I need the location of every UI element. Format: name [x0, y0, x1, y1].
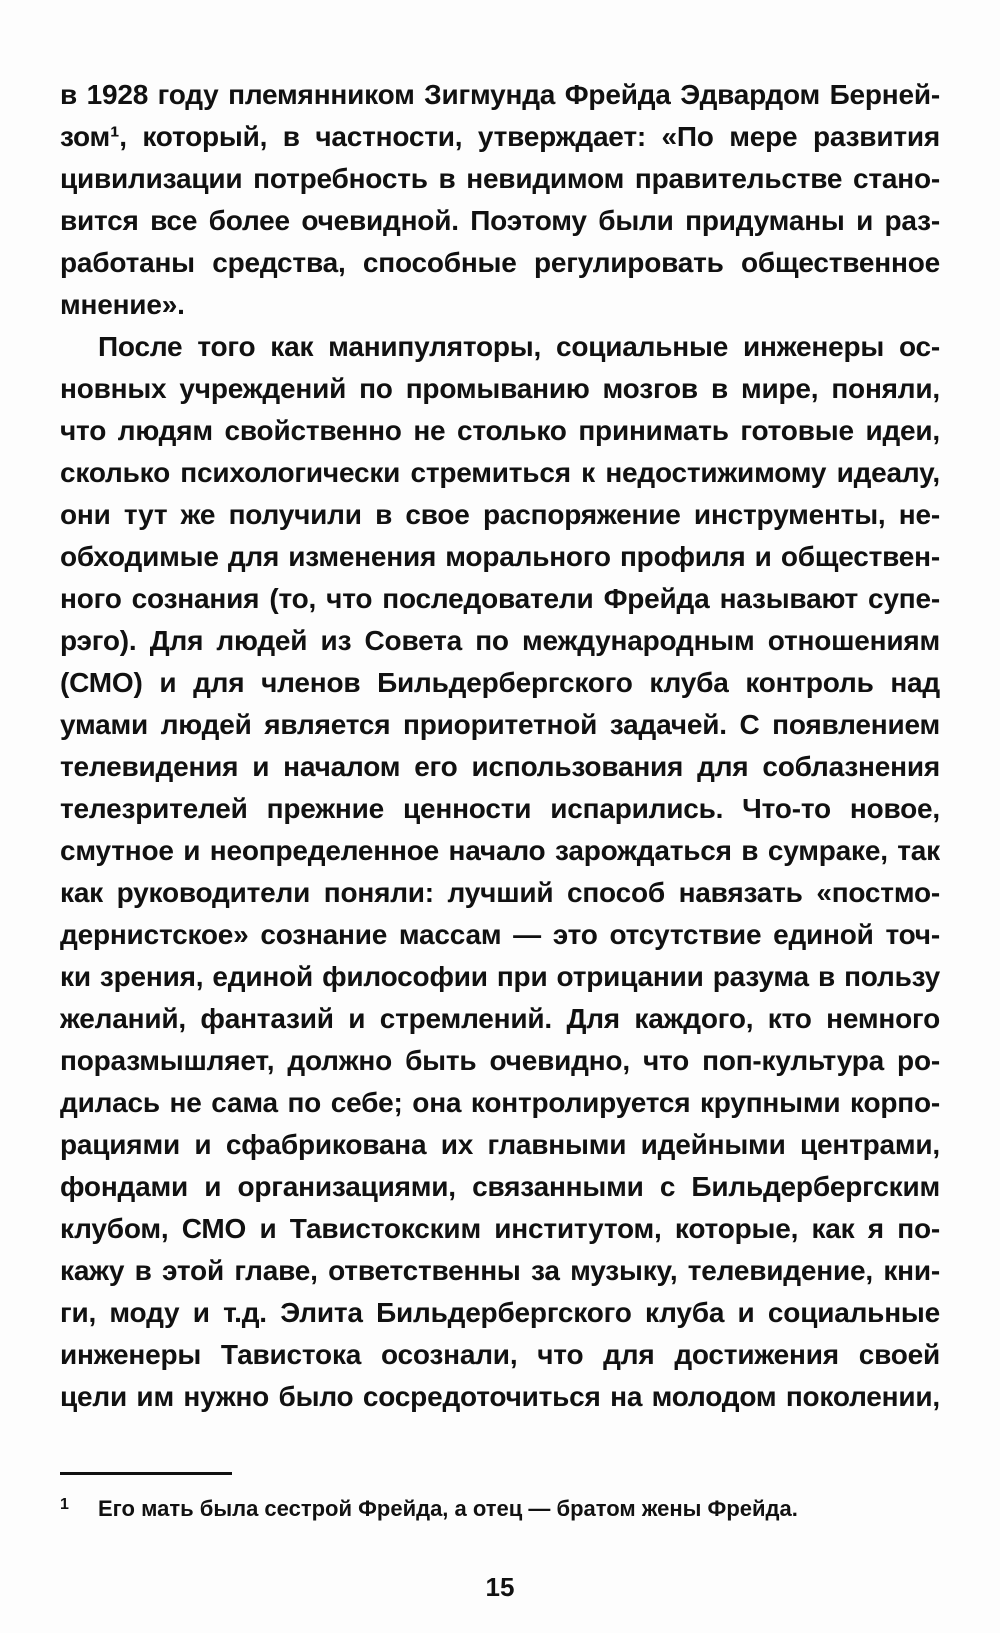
text-line: После того как манипуляторы, социальные инженеры ос-	[98, 331, 940, 362]
footnote	[60, 1494, 940, 1524]
text-line: (СМО) и для членов Бильдербергского клуба контроль над	[60, 667, 940, 698]
text-line: дилась не сама по себе; она контролируется крупными корпо-	[60, 1087, 940, 1118]
text-line: как руководители поняли: лучший способ навязать «постмо-	[60, 877, 940, 908]
text-line: в 1928 году племянником Зигмунда Фрейда Эдвардом Берней-	[60, 79, 940, 110]
text-line: ги, моду и т.д. Элита Бильдербергского клуба и социальные	[60, 1297, 940, 1328]
text-line: ного сознания (то, что последователи Фрейда называют супе-	[60, 583, 940, 614]
text-line: фондами и организациями, связанными с Бильдербергским	[60, 1171, 940, 1202]
text-line: цивилизации потребность в невидимом правительстве стано-	[60, 163, 940, 194]
footnote-text: Его мать была сестрой Фрейда, а отец — братом жены Фрейда.	[98, 1496, 798, 1521]
text-line: цели им нужно было сосредоточиться на молодом поколении,	[60, 1381, 940, 1412]
text-line: кажу в этой главе, ответственны за музыку, телевидение, кни-	[60, 1255, 940, 1286]
footnote-divider	[60, 1472, 232, 1475]
text-line: что людям свойственно не столько принимать готовые идеи,	[60, 415, 940, 446]
text-line: смутное и неопределенное начало зарождаться в сумраке, так	[60, 835, 940, 866]
text-line: сколько психологически стремиться к недостижимому идеалу,	[60, 457, 940, 488]
text-line: вится все более очевидной. Поэтому были придуманы и раз-	[60, 205, 940, 236]
page-number: 15	[485, 1572, 515, 1602]
text-line: зом¹, который, в частности, утверждает: «По мере развития	[60, 121, 940, 152]
text-line: новных учреждений по промыванию мозгов в мире, поняли,	[60, 373, 940, 404]
main-text	[60, 74, 940, 1418]
text-line: ки зрения, единой философии при отрицании разума в пользу	[60, 961, 940, 992]
text-line: поразмышляет, должно быть очевидно, что поп-культура ро-	[60, 1045, 940, 1076]
text-line: рэго). Для людей из Совета по международным отношениям	[60, 625, 940, 656]
text-line: инженеры Тавистока осознали, что для достижения своей	[60, 1339, 940, 1370]
footnote-marker: 1	[60, 1496, 69, 1513]
text-line: желаний, фантазий и стремлений. Для каждого, кто немного	[60, 1003, 940, 1034]
text-line: они тут же получили в свое распоряжение инструменты, не-	[60, 499, 940, 530]
text-line: клубом, СМО и Тавистокским институтом, которые, как я по-	[60, 1213, 940, 1244]
text-line: обходимые для изменения морального профиля и обществен-	[60, 541, 940, 572]
text-line: телезрителей прежние ценности испарились. Что-то новое,	[60, 793, 940, 824]
text-line: рациями и сфабрикована их главными идейными центрами,	[60, 1129, 940, 1160]
text-line: дернистское» сознание массам — это отсутствие единой точ-	[60, 919, 940, 950]
text-line: телевидения и началом его использования для соблазнения	[60, 751, 940, 782]
text-line: мнение».	[60, 289, 185, 320]
text-line: умами людей является приоритетной задачей. С появлением	[60, 709, 940, 740]
text-line: работаны средства, способные регулировать общественное	[60, 247, 940, 278]
